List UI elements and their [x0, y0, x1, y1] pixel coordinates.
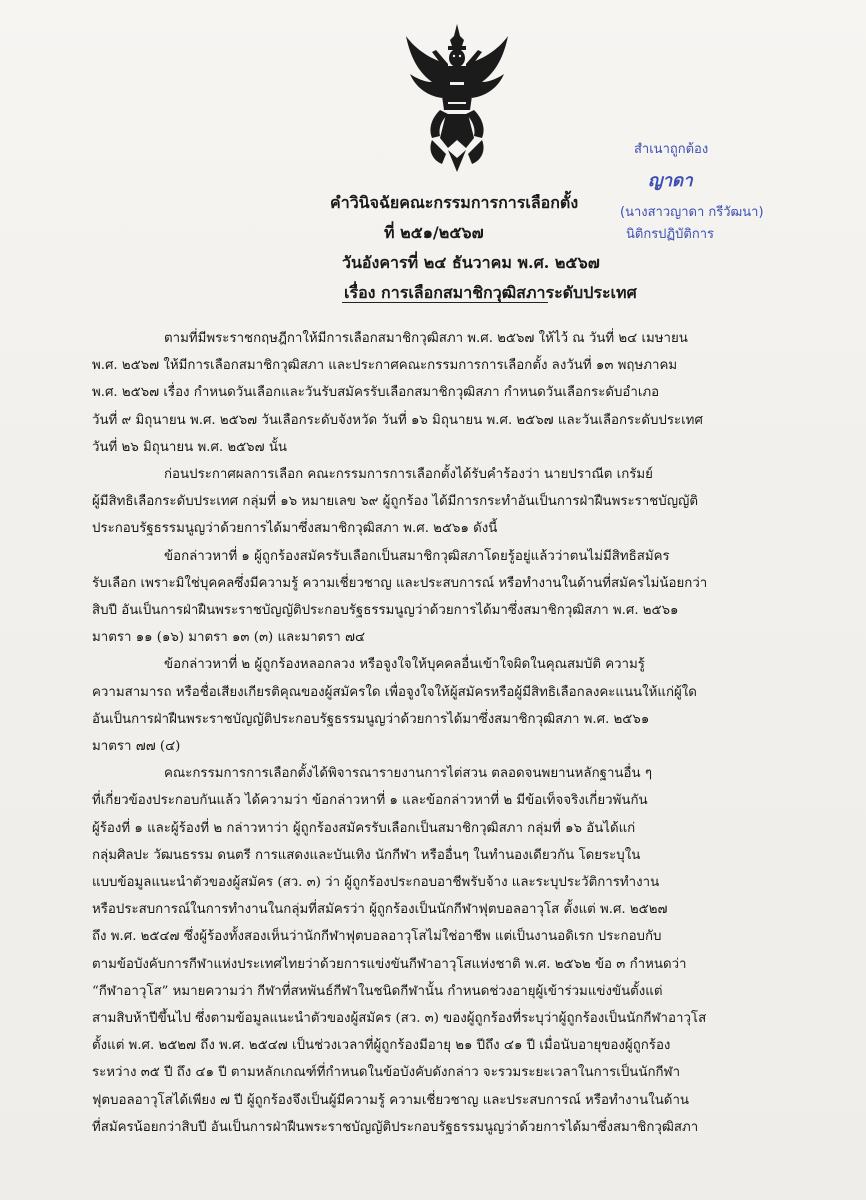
header-divider: [342, 302, 548, 303]
text-line: ข้อกล่าวหาที่ ๑ ผู้ถูกร้องสมัครรับเลือกเป็นสมาชิกวุฒิสภาโดยรู้อยู่แล้วว่าตนไม่มีสิทธิสมัคร: [164, 548, 670, 564]
paragraph: [92, 461, 832, 543]
text-line: ผู้มีสิทธิเลือกระดับประเทศ กลุ่มที่ ๑๖ หมายเลข ๖๙ ผู้ถูกร้อง ได้มีการกระทำอันเป็นการฝ่าฝืนพระราชบัญญัติ: [92, 494, 699, 510]
text-line: กลุ่มศิลปะ วัฒนธรรม ดนตรี การแสดงและบันเทิง นักกีฬา หรืออื่นๆ ในทำนองเดียวกัน โดยระบุใน: [92, 847, 641, 863]
text-line: หรือประสบการณ์ในการทำงานในกลุ่มที่สมัครว่า ผู้ถูกร้องเป็นนักกีฬาฟุตบอลอาวุโส ตั้งแต่ พ.ศ. ๒๕๒๗: [92, 902, 668, 918]
text-line: ข้อกล่าวหาที่ ๒ ผู้ถูกร้องหลอกลวง หรือจูงใจให้บุคคลอื่นเข้าใจผิดในคุณสมบัติ ความรู้: [164, 657, 645, 673]
text-line: ฟุตบอลอาวุโสได้เพียง ๗ ปี ผู้ถูกร้องจึงเป็นผู้มีความรู้ ความเชี่ยวชาญ และประสบการณ์ หรือทำงานในด้าน: [92, 1092, 690, 1108]
document-body: [92, 325, 832, 1141]
text-line: ตั้งแต่ พ.ศ. ๒๕๒๗ ถึง พ.ศ. ๒๕๔๗ เป็นช่วงเวลาที่ผู้ถูกร้องมีอายุ ๒๑ ปีถึง ๔๑ ปี เมื่อนับอายุของผู้ถูกร้อง: [92, 1038, 671, 1054]
text-line: “กีฬาอาวุโส” หมายความว่า กีฬาที่สหพันธ์กีฬาในชนิดกีฬานั้น กำหนดช่วงอายุผู้เข้าร่วมแข่งขันตั้งแต่: [92, 983, 663, 999]
document-title: คำวินิจฉัยคณะกรรมการการเลือกตั้ง: [330, 193, 579, 212]
paragraph: [92, 651, 832, 760]
document-date: วันอังคารที่ ๒๔ ธันวาคม พ.ศ. ๒๕๖๗: [342, 253, 600, 272]
text-line: พ.ศ. ๒๕๖๗ เรื่อง กำหนดวันเลือกและวันรับสมัครรับเลือกสมาชิกวุฒิสภา กำหนดวันเลือกระดับอำเภอ: [92, 385, 660, 401]
text-line: ความสามารถ หรือชื่อเสียงเกียรติคุณของผู้สมัครใด เพื่อจูงใจให้ผู้สมัครหรือผู้มีสิทธิเลือกลงคะแนนให้แก่ผู้ใด: [92, 684, 697, 700]
paragraph: [92, 760, 832, 1141]
text-line: ตามข้อบังคับการกีฬาแห่งประเทศไทยว่าด้วยการแข่งขันกีฬาอาวุโสแห่งชาติ พ.ศ. ๒๕๖๒ ข้อ ๓ กำหนดว่า: [92, 956, 687, 972]
text-line: ประกอบรัฐธรรมนูญว่าด้วยการได้มาซึ่งสมาชิกวุฒิสภา พ.ศ. ๒๕๖๑ ดังนี้: [92, 521, 498, 537]
text-line: วันที่ ๙ มิถุนายน พ.ศ. ๒๕๖๗ วันเลือกระดับจังหวัด วันที่ ๑๖ มิถุนายน พ.ศ. ๒๕๖๗ และวันเลือกระดับประเทศ: [92, 412, 703, 428]
text-line: ตามที่มีพระราชกฤษฎีกาให้มีการเลือกสมาชิกวุฒิสภา พ.ศ. ๒๕๖๗ ให้ไว้ ณ วันที่ ๒๔ เมษายน: [164, 331, 688, 346]
text-line: รับเลือก เพราะมิใช่บุคคลซึ่งมีความรู้ ความเชี่ยวชาญ และประสบการณ์ หรือทำงานในด้านที่สมัครไม่น้อยกว่า: [92, 575, 708, 591]
document-subject: เรื่อง การเลือกสมาชิกวุฒิสภาระดับประเทศ: [344, 283, 637, 302]
text-line: ก่อนประกาศผลการเลือก คณะกรรมการการเลือกตั้งได้รับคำร้องว่า นายปราณีต เกรัมย์: [164, 467, 653, 483]
text-line: พ.ศ. ๒๕๖๗ ให้มีการเลือกสมาชิกวุฒิสภา และประกาศคณะกรรมการการเลือกตั้ง ลงวันที่ ๑๓ พฤษภาคม: [92, 358, 678, 374]
garuda-emblem-icon: [402, 22, 512, 182]
text-line: อันเป็นการฝ่าฝืนพระราชบัญญัติประกอบรัฐธรรมนูญว่าด้วยการได้มาซึ่งสมาชิกวุฒิสภา พ.ศ. ๒๕๖๑: [92, 711, 650, 727]
text-line: ที่สมัครน้อยกว่าสิบปี อันเป็นการฝ่าฝืนพระราชบัญญัติประกอบรัฐธรรมนูญว่าด้วยการได้มาซึ่งสมาชิกวุฒิสภา: [92, 1119, 699, 1135]
document-header: [280, 188, 680, 308]
stamp-signer-name: (นางสาวญาดา กรีวัฒนา): [620, 205, 764, 220]
paragraph: [92, 325, 832, 461]
stamp-certified-text: สำเนาถูกต้อง: [634, 142, 709, 157]
document-number: ที่ ๒๕๑/๒๕๖๗: [384, 223, 484, 242]
text-line: คณะกรรมการการเลือกตั้งได้พิจารณารายงานการไต่สวน ตลอดจนพยานหลักฐานอื่น ๆ: [164, 766, 652, 782]
stamp-signer-position: นิติกรปฏิบัติการ: [626, 227, 715, 242]
text-line: วันที่ ๒๖ มิถุนายน พ.ศ. ๒๕๖๗ นั้น: [92, 439, 288, 455]
text-line: ถึง พ.ศ. ๒๕๔๗ ซึ่งผู้ร้องทั้งสองเห็นว่านักกีฬาฟุตบอลอาวุโสไม่ใช่อาชีพ แต่เป็นงานอดิเรก ประกอบกับ: [92, 929, 662, 945]
text-line: ระหว่าง ๓๕ ปี ถึง ๔๑ ปี ตามหลักเกณฑ์ที่กำหนดในข้อบังคับดังกล่าว จะรวมระยะเวลาในการเป็นนักกีฬา: [92, 1065, 681, 1081]
text-line: มาตรา ๗๗ (๔): [92, 739, 181, 755]
text-line: สามสิบห้าปีขึ้นไป ซึ่งตามข้อมูลแนะนำตัวของผู้สมัคร (สว. ๓) ของผู้ถูกร้องที่ระบุว่าผู้ถูกร้องเป็นนักกีฬาอาวุโส: [92, 1011, 707, 1027]
text-line: มาตรา ๑๑ (๑๖) มาตรา ๑๓ (๓) และมาตรา ๗๔: [92, 630, 366, 646]
text-line: สิบปี อันเป็นการฝ่าฝืนพระราชบัญญัติประกอบรัฐธรรมนูญว่าด้วยการได้มาซึ่งสมาชิกวุฒิสภา พ.ศ. ๒๕๖๑: [92, 603, 679, 619]
text-line: ที่เกี่ยวข้องประกอบกันแล้ว ได้ความว่า ข้อกล่าวหาที่ ๑ และข้อกล่าวหาที่ ๒ มีข้อเท็จจริงเกี่ยวพันกัน: [92, 793, 648, 809]
text-line: แบบข้อมูลแนะนำตัวของผู้สมัคร (สว. ๓) ว่า ผู้ถูกร้องประกอบอาชีพรับจ้าง และระบุประวัติการทำงาน: [92, 875, 660, 891]
stamp-signature: ญาดา: [648, 171, 693, 191]
paragraph: [92, 543, 832, 652]
text-line: ผู้ร้องที่ ๑ และผู้ร้องที่ ๒ กล่าวหาว่า ผู้ถูกร้องสมัครรับเลือกเป็นสมาชิกวุฒิสภา กลุ่มที่ ๑๖ อันได้แก่: [92, 820, 636, 836]
